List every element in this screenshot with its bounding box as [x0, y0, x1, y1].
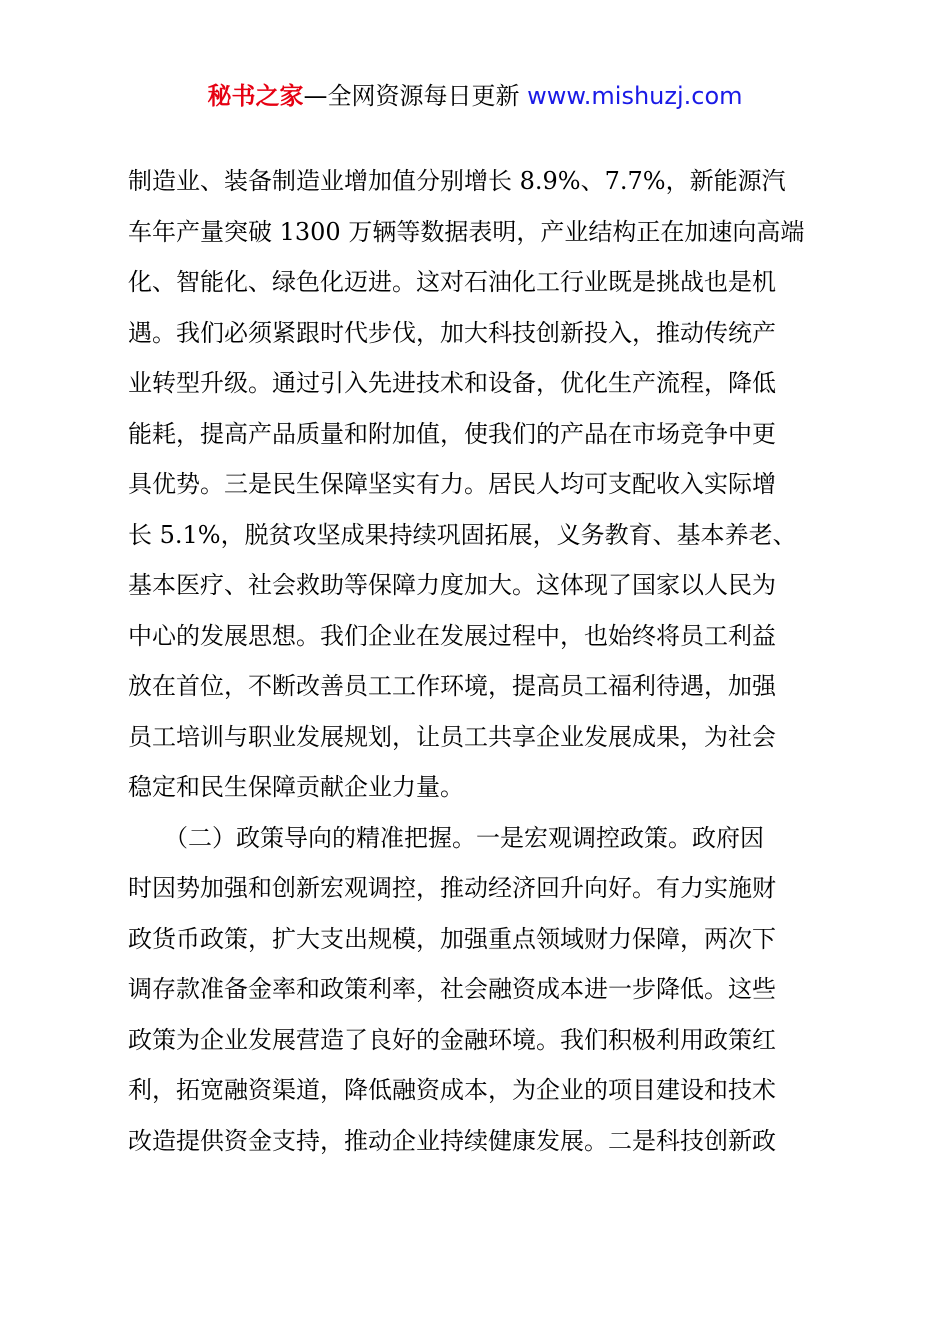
document-body	[128, 156, 838, 1166]
text-line: 基本医疗、社会救助等保障力度加大。这体现了国家以人民为	[128, 571, 776, 599]
text-line: 遇。我们必须紧跟时代步伐，加大科技创新投入，推动传统产	[128, 318, 776, 347]
text-line: 改造提供资金支持，推动企业持续健康发展。二是科技创新政	[128, 1126, 776, 1155]
text-line: 利，拓宽融资渠道，降低融资成本，为企业的项目建设和技术	[128, 1076, 776, 1104]
text-line: （二）政策导向的精准把握。一是宏观调控政策。政府因	[128, 823, 764, 852]
text-line: 调存款准备金率和政策利率，社会融资成本进一步降低。这些	[128, 975, 776, 1003]
brand-name: 秘书之家	[207, 82, 304, 110]
text-line: 具优势。三是民生保障坚实有力。居民人均可支配收入实际增	[128, 470, 776, 498]
page-header	[0, 80, 950, 112]
text-line: 员工培训与职业发展规划，让员工共享企业发展成果，为社会	[128, 722, 776, 751]
header-tagline: —全网资源每日更新	[303, 82, 520, 110]
text-line: 中心的发展思想。我们企业在发展过程中，也始终将员工利益	[128, 621, 776, 650]
text-line: 长 5.1%，脱贫攻坚成果持续巩固拓展，义务教育、基本养老、	[128, 520, 797, 549]
text-line: 放在首位，不断改善员工工作环境，提高员工福利待遇，加强	[128, 672, 776, 700]
text-line: 稳定和民生保障贡献企业力量。	[128, 773, 464, 801]
text-line: 车年产量突破 1300 万辆等数据表明，产业结构正在加速向高端	[128, 217, 805, 246]
text-line: 能耗，提高产品质量和附加值，使我们的产品在市场竞争中更	[128, 419, 776, 448]
text-line: 时因势加强和创新宏观调控，推动经济回升向好。有力实施财	[128, 874, 776, 902]
text-line: 化、智能化、绿色化迈进。这对石油化工行业既是挑战也是机	[128, 268, 776, 296]
text-line: 政策为企业发展营造了良好的金融环境。我们积极利用政策红	[128, 1025, 776, 1054]
header-url-link[interactable]: www.mishuzj.com	[527, 82, 743, 110]
text-line: 制造业、装备制造业增加值分别增长 8.9%、7.7%，新能源汽	[128, 167, 786, 195]
text-line: 政货币政策，扩大支出规模，加强重点领域财力保障，两次下	[128, 924, 776, 953]
text-line: 业转型升级。通过引入先进技术和设备，优化生产流程，降低	[128, 369, 776, 397]
